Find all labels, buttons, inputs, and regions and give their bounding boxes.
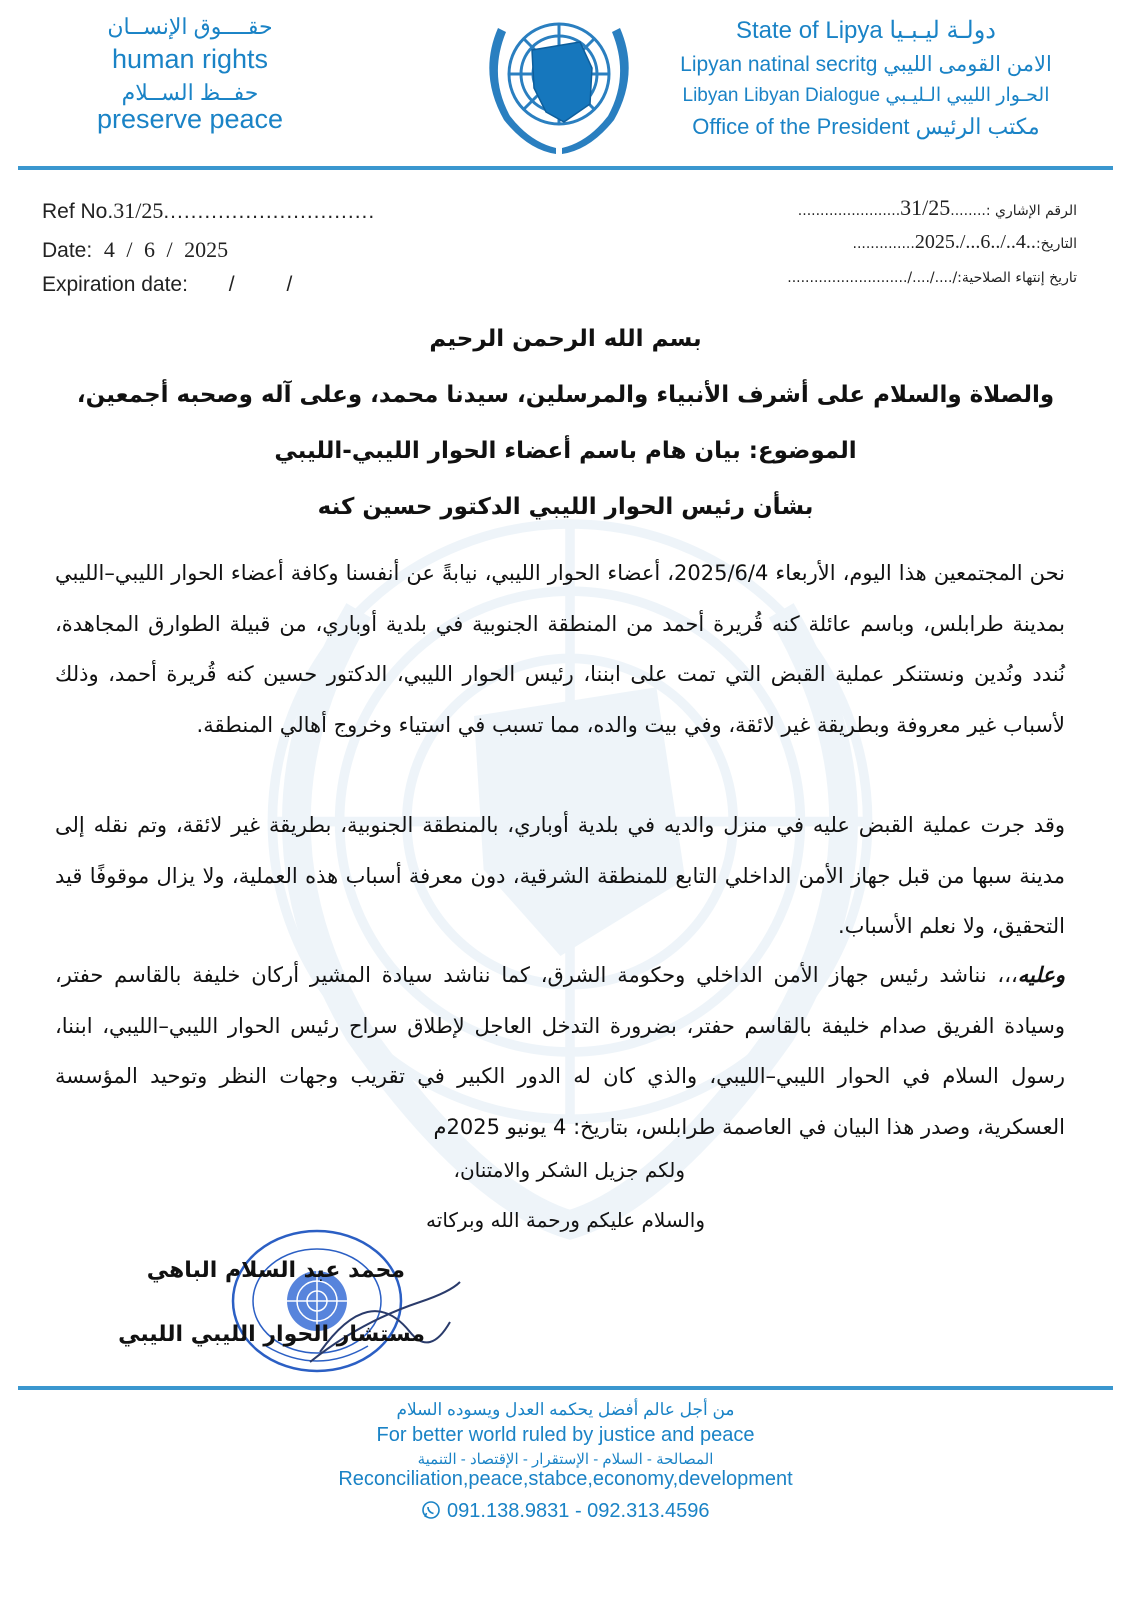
paragraph-2: وقد جرت عملية القبض عليه في منزل والديه في بلدية أوباري، بالمنطقة الجنوبية، بطريقة غير لائقة، وتم نقله إلى مدينة سبها من قبل جهاز الأمن الداخلي التابع للمنطقة الشرقية، دون معرفة أسباب هذه العملية، ولا يزال موقوفًا قيد التحقيق، ولا نعلم الأسباب. [55,813,1065,938]
header-right-line-1: State of Lipya دولـة ليـبـيا [735,17,996,44]
expiration-label: Expiration date: [42,273,188,296]
ar-date-line: التاريخ:2025./...6../..4................ [852,231,1077,253]
paragraph-3-lead: وعليه [1017,963,1065,987]
expiration-value: / / [228,273,293,296]
subject-line-2: بشأن رئيس الحوار الليبي الدكتور حسين كنه [317,494,814,520]
paragraph-3-text: ،،، نناشد رئيس جهاز الأمن الداخلي وحكومة الشرق، كما نناشد سيادة المشير أركان خليفة بالقاسم حفتر، وسيادة الفريق صدام خليفة بالقاسم حفتر، بضرورة التدخل العاجل لإطلاق سراح رئيس الحوار الليبي–الليبي، ابننا، رسول السلام في الحوار الليبي–الليبي، والذي كان له الدور الكبير في تقريب وجهات النظر وتوحيد المؤسسة العسكرية، وصدر هذا البيان في العاصمة طرابلس، بتاريخ: 4 يونيو 2025م [55,963,1065,1139]
header-left-english-2: preserve peace [96,104,284,134]
ref-number-line [42,198,375,224]
header-right-line-4: Office of the President مكتب الرئيس [692,114,1040,139]
date-line [42,237,228,263]
un-style-logo [468,8,650,158]
header-left-arabic-2: حفــظ الســلام [121,80,259,105]
footer-arabic-1: من أجل عالم أفضل يحكمه العدل ويسوده السلام [396,1400,735,1419]
footer-english-2: Reconciliation,peace,stabce,economy,development [338,1468,793,1490]
header-rule [18,166,1113,170]
expiration-line [42,273,292,297]
paragraph-1: نحن المجتمعين هذا اليوم، الأربعاء 2025/6/4، أعضاء الحوار الليبي، نيابةً عن أنفسنا وكافة أعضاء الحوار الليبي–الليبي بمدينة طرابلس، وباسم عائلة كنه قُريرة أحمد من المنطقة الجنوبية في بلدية أوباري، من قبيلة الطوارق المجاهدة، نُندد ونُدين ونستنكر عملية القبض التي تمت على ابننا، رئيس الحوار الليبي، الدكتور حسين كنه قُريرة أحمد، وذلك لأسباب غير معروفة وبطريقة غير لائقة، وفي بيت والده، مما تسبب في استياء وخروج أهالي المنطقة. [55,561,1065,737]
basmala: بسم الله الرحمن الرحيم [429,326,702,352]
ar-date-value: 2025./...6../..4.. [914,231,1036,253]
salutation: والصلاة والسلام على أشرف الأنبياء والمرسلين، سيدنا محمد، وعلى آله وصحبه أجمعين، [76,382,1055,408]
ar-expiry-line: تاريخ إنتهاء الصلاحية:..../..../..../....................... [787,270,1077,286]
thanks-line: ولكم جزيل الشكر والامتنان، [453,1158,685,1182]
date-label: Date: [42,239,93,262]
paragraph-3 [55,950,1065,1152]
whatsapp-icon [421,1500,441,1520]
footer-phone-line [0,1500,1131,1523]
phone-numbers[interactable]: 091.138.9831 - 092.313.4596 [447,1500,710,1522]
ar-ref-label: الرقم الإشاري : [985,203,1077,219]
ar-date-label: التاريخ: [1035,236,1077,252]
footer-rule [18,1386,1113,1390]
footer-english-1: For better world ruled by justice and peace [376,1424,755,1446]
header-left-english-1: human rights [111,44,269,74]
date-value: 4 / 6 / 2025 [103,237,229,262]
footer-arabic-2: المصالحة - السلام - الإستقرار - الإقتصاد - التنمية [417,1451,714,1468]
ref-value: 31/25 [113,198,164,223]
ar-expiry-value: ..../..../..../ [889,270,958,286]
header-left-arabic-1: حقــــوق الإنســان [107,14,273,39]
signatory-title: مستشار الحوار الليبي الليبي [118,1322,425,1347]
ar-expiry-label: تاريخ إنتهاء الصلاحية: [957,270,1077,286]
ref-label: Ref No. [42,200,114,223]
ref-dots: ............................... [163,200,376,223]
ar-ref-line: الرقم الإشاري :........31/25....................... [797,195,1077,220]
header-right-line-3: Libyan Libyan Dialogue الحـوار الليبي الـليـبي [682,85,1050,106]
signatory-name: محمد عبد السلام الباهي [146,1258,405,1283]
subject-line-1: الموضوع: بيان هام باسم أعضاء الحوار الليبي-الليبي [274,438,857,464]
ar-ref-value: 31/25 [900,195,951,220]
header-right-line-2: Lipyan natinal secritg الامن القومى الليبي [680,53,1052,76]
closing-line: والسلام عليكم ورحمة الله وبركاته [426,1208,705,1232]
